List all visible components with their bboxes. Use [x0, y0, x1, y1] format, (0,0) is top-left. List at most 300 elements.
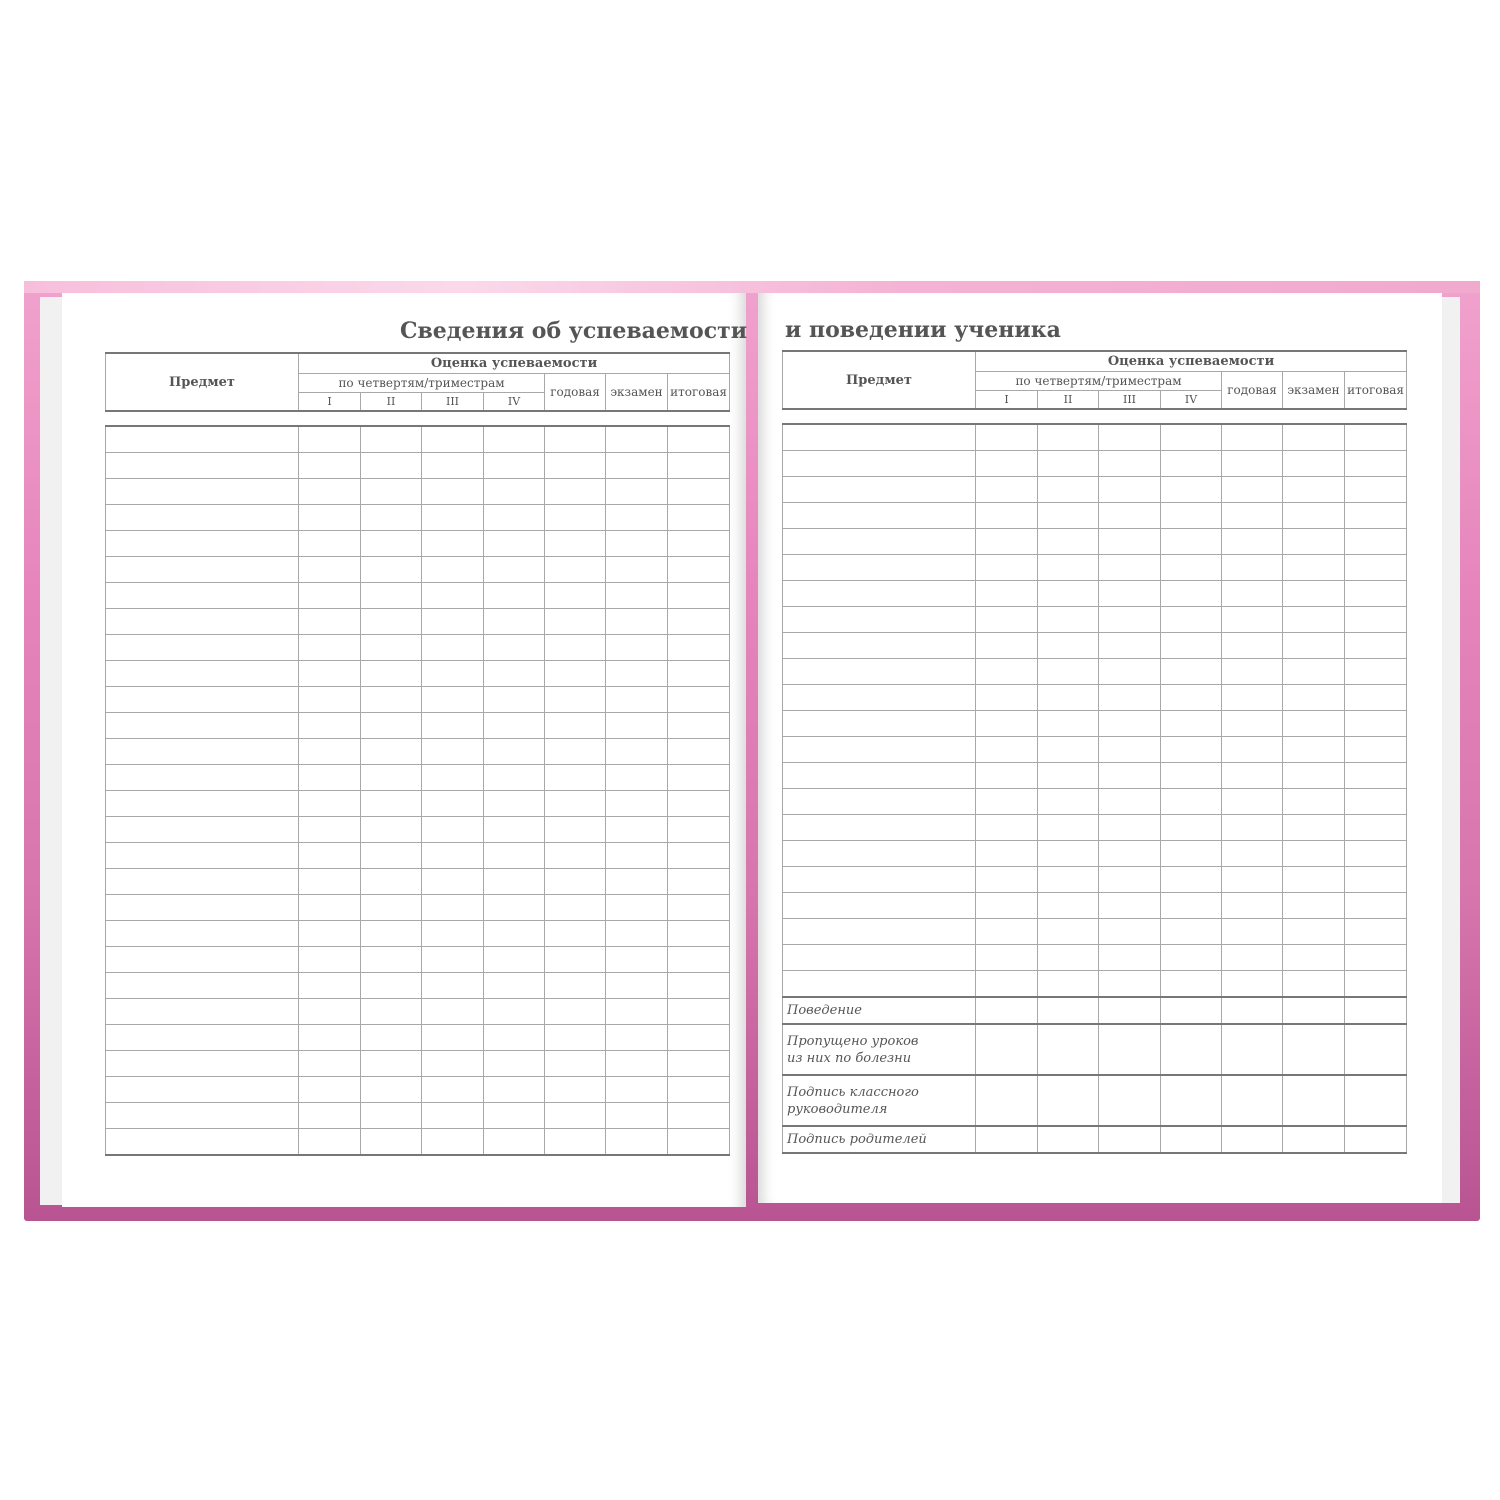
grade-cell[interactable]: [299, 583, 361, 609]
subject-cell[interactable]: [106, 1051, 299, 1077]
grade-cell[interactable]: [976, 711, 1038, 737]
grade-cell[interactable]: [1222, 607, 1283, 633]
grade-cell[interactable]: [299, 609, 361, 635]
grade-cell[interactable]: [1038, 451, 1099, 477]
grade-cell[interactable]: [361, 999, 422, 1025]
grade-cell[interactable]: [422, 609, 484, 635]
grade-cell[interactable]: [668, 557, 730, 583]
grade-cell[interactable]: [299, 869, 361, 895]
grade-cell[interactable]: [1283, 529, 1345, 555]
grade-cell[interactable]: [1283, 919, 1345, 945]
grade-cell[interactable]: [606, 453, 668, 479]
grade-cell[interactable]: [299, 453, 361, 479]
grade-cell[interactable]: [1161, 451, 1222, 477]
grade-cell[interactable]: [668, 479, 730, 505]
grade-cell[interactable]: [422, 661, 484, 687]
grade-cell[interactable]: [422, 817, 484, 843]
grade-cell[interactable]: [484, 791, 545, 817]
subject-cell[interactable]: [106, 531, 299, 557]
grade-cell[interactable]: [484, 583, 545, 609]
grade-cell[interactable]: [422, 505, 484, 531]
subject-cell[interactable]: [106, 661, 299, 687]
grade-cell[interactable]: [484, 479, 545, 505]
grade-cell[interactable]: [1283, 424, 1345, 451]
grade-cell[interactable]: [1345, 815, 1407, 841]
subject-cell[interactable]: [783, 529, 976, 555]
grade-cell[interactable]: [361, 635, 422, 661]
grade-cell[interactable]: [422, 739, 484, 765]
grade-cell[interactable]: [606, 791, 668, 817]
grade-cell[interactable]: [299, 557, 361, 583]
grade-cell[interactable]: [545, 609, 606, 635]
grade-cell[interactable]: [1099, 711, 1161, 737]
grade-cell[interactable]: [1099, 997, 1161, 1024]
grade-cell[interactable]: [1345, 1126, 1407, 1153]
grade-cell[interactable]: [361, 921, 422, 947]
grade-cell[interactable]: [1345, 424, 1407, 451]
grade-cell[interactable]: [545, 999, 606, 1025]
grade-cell[interactable]: [484, 661, 545, 687]
grade-cell[interactable]: [1038, 1075, 1099, 1126]
grade-cell[interactable]: [1283, 659, 1345, 685]
grade-cell[interactable]: [361, 1025, 422, 1051]
grade-cell[interactable]: [484, 947, 545, 973]
subject-cell[interactable]: [783, 945, 976, 971]
subject-cell[interactable]: [106, 505, 299, 531]
grade-cell[interactable]: [1222, 737, 1283, 763]
grade-cell[interactable]: [299, 1077, 361, 1103]
grade-cell[interactable]: [976, 919, 1038, 945]
grade-cell[interactable]: [299, 479, 361, 505]
grade-cell[interactable]: [361, 1129, 422, 1156]
grade-cell[interactable]: [545, 635, 606, 661]
grade-cell[interactable]: [1038, 841, 1099, 867]
subject-cell[interactable]: [106, 687, 299, 713]
grade-cell[interactable]: [484, 557, 545, 583]
grade-cell[interactable]: [1161, 424, 1222, 451]
grade-cell[interactable]: [606, 479, 668, 505]
grade-cell[interactable]: [1099, 1126, 1161, 1153]
grade-cell[interactable]: [1345, 867, 1407, 893]
grade-cell[interactable]: [1283, 477, 1345, 503]
grade-cell[interactable]: [1038, 763, 1099, 789]
grade-cell[interactable]: [484, 1051, 545, 1077]
grade-cell[interactable]: [361, 765, 422, 791]
grade-cell[interactable]: [1345, 971, 1407, 998]
grade-cell[interactable]: [1222, 659, 1283, 685]
grade-cell[interactable]: [545, 817, 606, 843]
grade-cell[interactable]: [1099, 555, 1161, 581]
subject-cell[interactable]: [106, 999, 299, 1025]
grade-cell[interactable]: [1345, 659, 1407, 685]
grade-cell[interactable]: [1345, 633, 1407, 659]
grade-cell[interactable]: [361, 1077, 422, 1103]
grade-cell[interactable]: [1161, 1024, 1222, 1075]
subject-cell[interactable]: [106, 1025, 299, 1051]
grade-cell[interactable]: [1161, 893, 1222, 919]
grade-cell[interactable]: [1038, 633, 1099, 659]
grade-cell[interactable]: [299, 739, 361, 765]
grade-cell[interactable]: [1345, 685, 1407, 711]
grade-cell[interactable]: [668, 1051, 730, 1077]
grade-cell[interactable]: [484, 739, 545, 765]
subject-cell[interactable]: [783, 789, 976, 815]
grade-cell[interactable]: [484, 1129, 545, 1156]
grade-cell[interactable]: [545, 426, 606, 453]
grade-cell[interactable]: [606, 531, 668, 557]
subject-cell[interactable]: [783, 815, 976, 841]
grade-cell[interactable]: [1099, 477, 1161, 503]
grade-cell[interactable]: [1283, 763, 1345, 789]
grade-cell[interactable]: [606, 765, 668, 791]
grade-cell[interactable]: [1099, 789, 1161, 815]
grade-cell[interactable]: [1345, 763, 1407, 789]
grade-cell[interactable]: [668, 661, 730, 687]
grade-cell[interactable]: [422, 687, 484, 713]
grade-cell[interactable]: [1222, 529, 1283, 555]
grade-cell[interactable]: [1038, 893, 1099, 919]
grade-cell[interactable]: [976, 581, 1038, 607]
subject-cell[interactable]: [783, 503, 976, 529]
grade-cell[interactable]: [299, 661, 361, 687]
grade-cell[interactable]: [606, 1129, 668, 1156]
grade-cell[interactable]: [1038, 477, 1099, 503]
grade-cell[interactable]: [1283, 685, 1345, 711]
grade-cell[interactable]: [606, 947, 668, 973]
grade-cell[interactable]: [1222, 945, 1283, 971]
grade-cell[interactable]: [1038, 815, 1099, 841]
grade-cell[interactable]: [299, 1025, 361, 1051]
grade-cell[interactable]: [1099, 815, 1161, 841]
grade-cell[interactable]: [1222, 971, 1283, 998]
grade-cell[interactable]: [361, 1051, 422, 1077]
grade-cell[interactable]: [1099, 503, 1161, 529]
grade-cell[interactable]: [422, 921, 484, 947]
grade-cell[interactable]: [484, 973, 545, 999]
grade-cell[interactable]: [545, 791, 606, 817]
grade-cell[interactable]: [545, 583, 606, 609]
grade-cell[interactable]: [1283, 815, 1345, 841]
grade-cell[interactable]: [1038, 581, 1099, 607]
grade-cell[interactable]: [484, 426, 545, 453]
grade-cell[interactable]: [361, 1103, 422, 1129]
grade-cell[interactable]: [668, 895, 730, 921]
grade-cell[interactable]: [668, 713, 730, 739]
grade-cell[interactable]: [1283, 997, 1345, 1024]
subject-cell[interactable]: [106, 635, 299, 661]
grade-cell[interactable]: [1345, 555, 1407, 581]
grade-cell[interactable]: [484, 531, 545, 557]
grade-cell[interactable]: [299, 947, 361, 973]
grade-cell[interactable]: [1345, 581, 1407, 607]
grade-cell[interactable]: [1283, 841, 1345, 867]
grade-cell[interactable]: [1283, 1126, 1345, 1153]
grade-cell[interactable]: [1161, 503, 1222, 529]
grade-cell[interactable]: [361, 739, 422, 765]
grade-cell[interactable]: [1038, 659, 1099, 685]
grade-cell[interactable]: [422, 765, 484, 791]
grade-cell[interactable]: [606, 661, 668, 687]
grade-cell[interactable]: [545, 1129, 606, 1156]
grade-cell[interactable]: [1099, 529, 1161, 555]
grade-cell[interactable]: [299, 713, 361, 739]
grade-cell[interactable]: [422, 635, 484, 661]
grade-cell[interactable]: [1222, 424, 1283, 451]
grade-cell[interactable]: [1283, 971, 1345, 998]
grade-cell[interactable]: [1161, 477, 1222, 503]
grade-cell[interactable]: [1345, 893, 1407, 919]
grade-cell[interactable]: [545, 687, 606, 713]
grade-cell[interactable]: [1283, 945, 1345, 971]
grade-cell[interactable]: [668, 817, 730, 843]
grade-cell[interactable]: [1038, 503, 1099, 529]
grade-cell[interactable]: [545, 869, 606, 895]
grade-cell[interactable]: [1161, 1126, 1222, 1153]
grade-cell[interactable]: [668, 583, 730, 609]
grade-cell[interactable]: [606, 635, 668, 661]
grade-cell[interactable]: [668, 1103, 730, 1129]
grade-cell[interactable]: [1161, 1075, 1222, 1126]
grade-cell[interactable]: [606, 869, 668, 895]
grade-cell[interactable]: [422, 426, 484, 453]
grade-cell[interactable]: [1345, 711, 1407, 737]
grade-cell[interactable]: [606, 817, 668, 843]
grade-cell[interactable]: [1222, 1075, 1283, 1126]
grade-cell[interactable]: [1283, 555, 1345, 581]
grade-cell[interactable]: [422, 453, 484, 479]
grade-cell[interactable]: [1038, 997, 1099, 1024]
grade-cell[interactable]: [1222, 789, 1283, 815]
grade-cell[interactable]: [1099, 1024, 1161, 1075]
grade-cell[interactable]: [1099, 867, 1161, 893]
subject-cell[interactable]: [783, 867, 976, 893]
grade-cell[interactable]: [1345, 607, 1407, 633]
grade-cell[interactable]: [1161, 529, 1222, 555]
grade-cell[interactable]: [361, 557, 422, 583]
grade-cell[interactable]: [976, 659, 1038, 685]
grade-cell[interactable]: [1222, 711, 1283, 737]
grade-cell[interactable]: [484, 999, 545, 1025]
grade-cell[interactable]: [1099, 919, 1161, 945]
grade-cell[interactable]: [1038, 737, 1099, 763]
grade-cell[interactable]: [299, 999, 361, 1025]
subject-cell[interactable]: [783, 893, 976, 919]
grade-cell[interactable]: [976, 867, 1038, 893]
grade-cell[interactable]: [976, 841, 1038, 867]
grade-cell[interactable]: [1038, 529, 1099, 555]
grade-cell[interactable]: [668, 921, 730, 947]
grade-cell[interactable]: [1345, 945, 1407, 971]
grade-cell[interactable]: [1345, 477, 1407, 503]
grade-cell[interactable]: [484, 765, 545, 791]
grade-cell[interactable]: [1345, 503, 1407, 529]
grade-cell[interactable]: [976, 555, 1038, 581]
grade-cell[interactable]: [422, 895, 484, 921]
grade-cell[interactable]: [668, 843, 730, 869]
grade-cell[interactable]: [976, 997, 1038, 1024]
grade-cell[interactable]: [545, 947, 606, 973]
grade-cell[interactable]: [299, 817, 361, 843]
grade-cell[interactable]: [976, 945, 1038, 971]
grade-cell[interactable]: [1283, 789, 1345, 815]
subject-cell[interactable]: [106, 765, 299, 791]
grade-cell[interactable]: [1099, 633, 1161, 659]
grade-cell[interactable]: [1099, 945, 1161, 971]
grade-cell[interactable]: [606, 505, 668, 531]
grade-cell[interactable]: [422, 557, 484, 583]
grade-cell[interactable]: [361, 453, 422, 479]
grade-cell[interactable]: [1345, 451, 1407, 477]
grade-cell[interactable]: [606, 999, 668, 1025]
grade-cell[interactable]: [1222, 893, 1283, 919]
subject-cell[interactable]: [106, 713, 299, 739]
grade-cell[interactable]: [668, 791, 730, 817]
grade-cell[interactable]: [606, 713, 668, 739]
grade-cell[interactable]: [668, 426, 730, 453]
grade-cell[interactable]: [545, 479, 606, 505]
grade-cell[interactable]: [545, 713, 606, 739]
grade-cell[interactable]: [361, 947, 422, 973]
grade-cell[interactable]: [1222, 997, 1283, 1024]
grade-cell[interactable]: [545, 453, 606, 479]
grade-cell[interactable]: [1161, 737, 1222, 763]
subject-cell[interactable]: [106, 739, 299, 765]
grade-cell[interactable]: [1099, 1075, 1161, 1126]
grade-cell[interactable]: [1345, 919, 1407, 945]
subject-cell[interactable]: [783, 711, 976, 737]
grade-cell[interactable]: [1099, 971, 1161, 998]
grade-cell[interactable]: [668, 1025, 730, 1051]
grade-cell[interactable]: [484, 453, 545, 479]
grade-cell[interactable]: [606, 609, 668, 635]
grade-cell[interactable]: [976, 607, 1038, 633]
grade-cell[interactable]: [668, 453, 730, 479]
subject-cell[interactable]: [783, 737, 976, 763]
grade-cell[interactable]: [668, 765, 730, 791]
subject-cell[interactable]: [783, 763, 976, 789]
subject-cell[interactable]: [106, 557, 299, 583]
grade-cell[interactable]: [361, 713, 422, 739]
subject-cell[interactable]: [106, 1129, 299, 1156]
grade-cell[interactable]: [484, 713, 545, 739]
grade-cell[interactable]: [484, 1077, 545, 1103]
grade-cell[interactable]: [422, 713, 484, 739]
grade-cell[interactable]: [1283, 581, 1345, 607]
grade-cell[interactable]: [299, 791, 361, 817]
grade-cell[interactable]: [545, 1103, 606, 1129]
grade-cell[interactable]: [545, 843, 606, 869]
grade-cell[interactable]: [361, 817, 422, 843]
grade-cell[interactable]: [976, 1126, 1038, 1153]
grade-cell[interactable]: [361, 687, 422, 713]
grade-cell[interactable]: [1283, 1075, 1345, 1126]
grade-cell[interactable]: [545, 661, 606, 687]
subject-cell[interactable]: [106, 583, 299, 609]
grade-cell[interactable]: [668, 739, 730, 765]
grade-cell[interactable]: [1222, 1126, 1283, 1153]
grade-cell[interactable]: [976, 1075, 1038, 1126]
grade-cell[interactable]: [1038, 1126, 1099, 1153]
grade-cell[interactable]: [976, 685, 1038, 711]
grade-cell[interactable]: [1222, 1024, 1283, 1075]
grade-cell[interactable]: [1283, 451, 1345, 477]
grade-cell[interactable]: [1222, 867, 1283, 893]
grade-cell[interactable]: [606, 583, 668, 609]
grade-cell[interactable]: [1283, 503, 1345, 529]
grade-cell[interactable]: [1099, 737, 1161, 763]
grade-cell[interactable]: [1283, 737, 1345, 763]
grade-cell[interactable]: [606, 687, 668, 713]
grade-cell[interactable]: [976, 633, 1038, 659]
grade-cell[interactable]: [361, 843, 422, 869]
grade-cell[interactable]: [545, 1077, 606, 1103]
subject-cell[interactable]: [106, 1103, 299, 1129]
grade-cell[interactable]: [1099, 607, 1161, 633]
grade-cell[interactable]: [422, 869, 484, 895]
grade-cell[interactable]: [668, 973, 730, 999]
grade-cell[interactable]: [545, 1051, 606, 1077]
grade-cell[interactable]: [1222, 503, 1283, 529]
subject-cell[interactable]: [106, 791, 299, 817]
subject-cell[interactable]: [783, 971, 976, 998]
grade-cell[interactable]: [422, 583, 484, 609]
subject-cell[interactable]: [106, 609, 299, 635]
subject-cell[interactable]: [106, 869, 299, 895]
grade-cell[interactable]: [361, 426, 422, 453]
grade-cell[interactable]: [299, 687, 361, 713]
grade-cell[interactable]: [1099, 424, 1161, 451]
grade-cell[interactable]: [976, 477, 1038, 503]
grade-cell[interactable]: [545, 765, 606, 791]
grade-cell[interactable]: [606, 843, 668, 869]
grade-cell[interactable]: [1345, 789, 1407, 815]
grade-cell[interactable]: [976, 763, 1038, 789]
grade-cell[interactable]: [299, 765, 361, 791]
grade-cell[interactable]: [1345, 841, 1407, 867]
grade-cell[interactable]: [299, 531, 361, 557]
grade-cell[interactable]: [668, 531, 730, 557]
grade-cell[interactable]: [299, 1103, 361, 1129]
grade-cell[interactable]: [422, 947, 484, 973]
grade-cell[interactable]: [422, 1025, 484, 1051]
grade-cell[interactable]: [606, 1077, 668, 1103]
subject-cell[interactable]: [106, 479, 299, 505]
grade-cell[interactable]: [668, 609, 730, 635]
grade-cell[interactable]: [484, 817, 545, 843]
grade-cell[interactable]: [1222, 841, 1283, 867]
grade-cell[interactable]: [1283, 633, 1345, 659]
grade-cell[interactable]: [1222, 815, 1283, 841]
grade-cell[interactable]: [484, 505, 545, 531]
grade-cell[interactable]: [299, 505, 361, 531]
grade-cell[interactable]: [1161, 815, 1222, 841]
grade-cell[interactable]: [668, 1129, 730, 1156]
grade-cell[interactable]: [545, 557, 606, 583]
subject-cell[interactable]: [106, 947, 299, 973]
grade-cell[interactable]: [361, 479, 422, 505]
grade-cell[interactable]: [299, 973, 361, 999]
grade-cell[interactable]: [1161, 555, 1222, 581]
grade-cell[interactable]: [1283, 607, 1345, 633]
grade-cell[interactable]: [1222, 919, 1283, 945]
grade-cell[interactable]: [976, 971, 1038, 998]
grade-cell[interactable]: [484, 843, 545, 869]
grade-cell[interactable]: [422, 1051, 484, 1077]
grade-cell[interactable]: [1161, 945, 1222, 971]
grade-cell[interactable]: [1099, 841, 1161, 867]
grade-cell[interactable]: [484, 1103, 545, 1129]
grade-cell[interactable]: [422, 479, 484, 505]
